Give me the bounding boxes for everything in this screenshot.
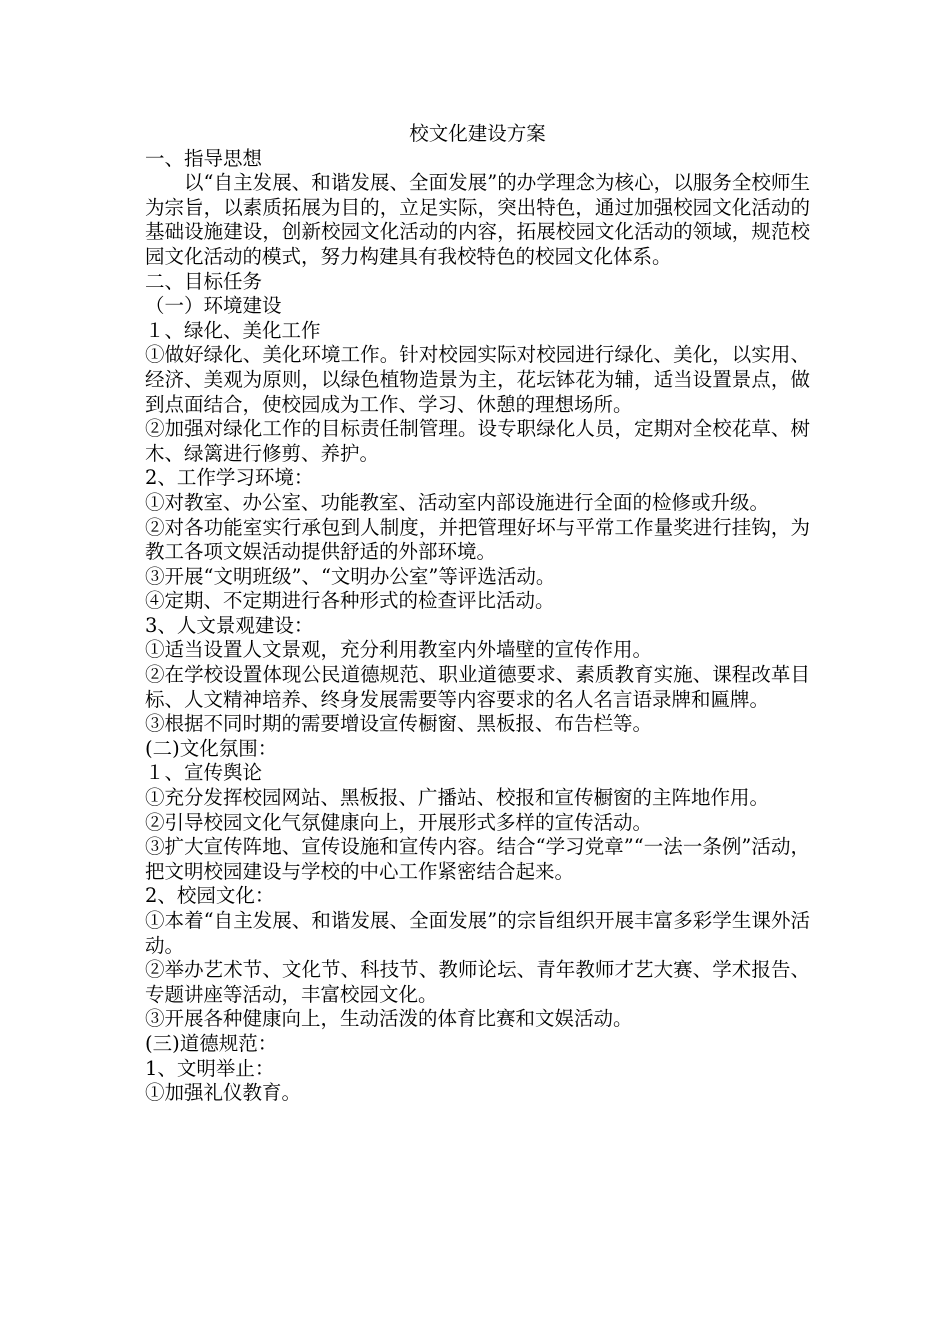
paragraph-14: ②在学校设置体现公民道德规范、职业道德要求、素质教育实施、课程改革目标、人文精神培养、终身发展需要等内容要求的名人名言语录牌和匾牌。 <box>145 663 810 711</box>
paragraph-27: ①加强礼仪教育。 <box>145 1081 302 1105</box>
paragraph-4: １、绿化、美化工作 <box>145 318 321 342</box>
paragraph-24: ③开展各种健康向上，生动活泼的体育比赛和文娱活动。 <box>145 1007 633 1031</box>
paragraph-20: ③扩大宣传阵地、宣传设施和宣传内容。结合“学习党章”“一法一条例”活动，把文明校园建设与学校的中心工作紧密结合起来。 <box>145 835 810 883</box>
paragraph-11: ④定期、不定期进行各种形式的检查评比活动。 <box>145 589 555 613</box>
paragraph-26: 1、文明举止： <box>145 1056 275 1080</box>
paragraph-9: ②对各功能室实行承包到人制度，并把管理好坏与平常工作量奖进行挂钩，为教工各项文娱活动提供舒适的外部环境。 <box>145 515 810 564</box>
document-body <box>145 147 810 1106</box>
paragraph-17: １、宣传舆论 <box>145 761 263 785</box>
paragraph-3: （一）环境建设 <box>145 294 282 318</box>
paragraph-2: 二、目标任务 <box>145 269 263 293</box>
paragraph-6: ②加强对绿化工作的目标责任制管理。设专职绿化人员，定期对全校花草、树木、绿篱进行修剪、养护。 <box>145 417 810 465</box>
paragraph-12: 3、人文景观建设： <box>145 613 314 637</box>
paragraph-5: ①做好绿化、美化环境工作。针对校园实际对校园进行绿化、美化，以实用、经济、美观为原则，以绿色植物造景为主，花坛钵花为辅，适当设置景点，做到点面结合，使校园成为工作、学习、休憩的理想场所。 <box>145 343 810 416</box>
paragraph-16: (二)文化氛围： <box>145 736 278 760</box>
document-title: 校文化建设方案 <box>409 122 546 145</box>
paragraph-15: ③根据不同时期的需要增设宣传橱窗、黑板报、布告栏等。 <box>145 712 653 736</box>
paragraph-7: 2、工作学习环境： <box>145 466 314 490</box>
paragraph-18: ①充分发挥校园网站、黑板报、广播站、校报和宣传橱窗的主阵地作用。 <box>145 786 770 810</box>
paragraph-0: 一、指导思想 <box>145 146 263 170</box>
paragraph-10: ③开展“文明班级”、“文明办公室”等评选活动。 <box>145 564 556 588</box>
paragraph-21: 2、校园文化： <box>145 884 275 908</box>
paragraph-23: ②举办艺术节、文化节、科技节、教师论坛、青年教师才艺大赛、学术报告、专题讲座等活动，丰富校园文化。 <box>145 958 810 1006</box>
paragraph-13: ①适当设置人文景观，充分利用教室内外墙壁的宣传作用。 <box>145 638 653 662</box>
document-page <box>145 122 810 1106</box>
paragraph-19: ②引导校园文化气氛健康向上，开展形式多样的宣传活动。 <box>145 810 653 834</box>
paragraph-22: ①本着“自主发展、和谐发展、全面发展”的宗旨组织开展丰富多彩学生课外活动。 <box>145 909 810 957</box>
paragraph-8: ①对教室、办公室、功能教室、活动室内部设施进行全面的检修或升级。 <box>145 490 770 514</box>
paragraph-25: (三)道德规范： <box>145 1031 278 1055</box>
paragraph-1: 以“自主发展、和谐发展、全面发展”的办学理念为核心，以服务全校师生为宗旨，以素质拓展为目的，立足实际，突出特色，通过加强校园文化活动的基础设施建设，创新校园文化活动的内容，拓展校园文化活动的领域，规范校园文化活动的模式，努力构建具有我校特色的校园文化体系。 <box>145 171 810 268</box>
